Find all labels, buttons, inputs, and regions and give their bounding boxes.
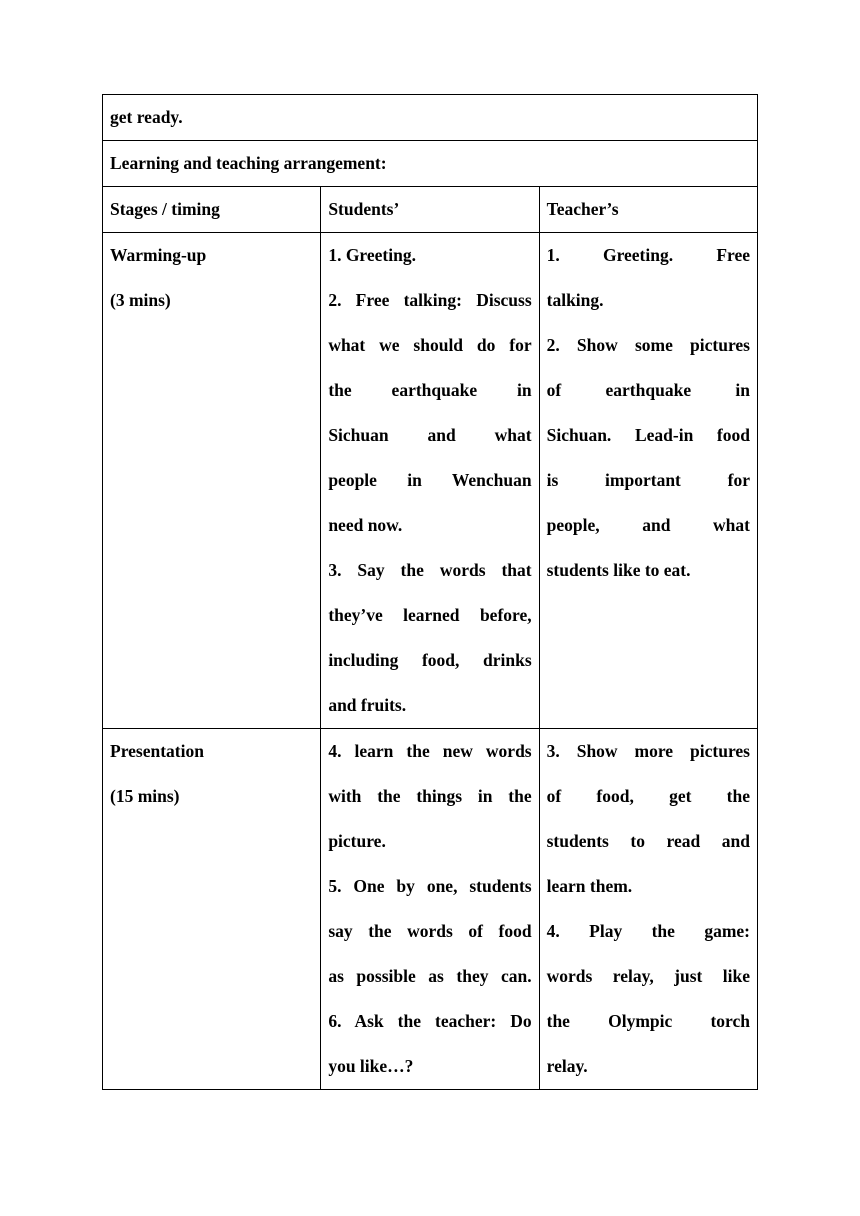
presentation-student-line: you like…? (328, 1056, 414, 1076)
presentation-stage: Presentation (110, 741, 204, 761)
warming-up-stage-cell (103, 233, 321, 729)
warming-up-teacher-line: of earthquake in (546, 380, 750, 400)
presentation-teacher-line: the Olympic torch (546, 1011, 750, 1031)
presentation-timing: (15 mins) (110, 786, 180, 806)
warming-up-student-line: 2. Free talking: Discuss (328, 290, 532, 310)
warming-up-teacher-line: is important for (546, 470, 750, 490)
warming-up-timing: (3 mins) (110, 290, 171, 310)
intro-row (103, 95, 758, 141)
warming-up-teacher-line: students like to eat. (546, 560, 691, 580)
presentation-teacher-line: words relay, just like (546, 966, 750, 986)
presentation-teacher-cell (539, 729, 757, 1090)
presentation-student-line: as possible as they can. (328, 966, 532, 986)
arrangement-heading-row (103, 141, 758, 187)
warming-up-stage: Warming-up (110, 245, 207, 265)
lesson-plan-table (102, 94, 758, 1090)
warming-up-teacher-line: 2. Show some pictures (546, 335, 750, 355)
presentation-student-line: 4. learn the new words (328, 741, 532, 761)
warming-up-student-line: they’ve learned before, (328, 605, 532, 625)
warming-up-student-line: what we should do for (328, 335, 532, 355)
column-header-row (103, 187, 758, 233)
presentation-teacher-line: relay. (546, 1056, 588, 1076)
presentation-teacher-line: of food, get the (546, 786, 750, 806)
header-teacher: Teacher’s (539, 187, 757, 233)
warming-up-student-line: and fruits. (328, 695, 407, 715)
presentation-student-line: say the words of food (328, 921, 532, 941)
presentation-stage-cell (103, 729, 321, 1090)
presentation-student-line: with the things in the (328, 786, 532, 806)
header-students: Students’ (321, 187, 539, 233)
warming-up-student-line: Sichuan and what (328, 425, 532, 445)
warming-up-student-line: 1. Greeting. (328, 245, 416, 265)
warming-up-student-line: need now. (328, 515, 403, 535)
warming-up-row (103, 233, 758, 729)
warming-up-teacher-line: Sichuan. Lead-in food (546, 425, 750, 445)
presentation-teacher-line: 3. Show more pictures (546, 741, 750, 761)
warming-up-student-line: people in Wenchuan (328, 470, 532, 490)
header-stage: Stages / timing (103, 187, 321, 233)
warming-up-teacher-cell (539, 233, 757, 729)
arrangement-heading: Learning and teaching arrangement: (103, 141, 758, 187)
intro-cell: get ready. (103, 95, 758, 141)
presentation-students-cell (321, 729, 539, 1090)
presentation-student-line: 5. One by one, students (328, 876, 532, 896)
warming-up-teacher-line: people, and what (546, 515, 750, 535)
presentation-teacher-line: students to read and (546, 831, 750, 851)
warming-up-student-line: including food, drinks (328, 650, 532, 670)
presentation-teacher-line: 4. Play the game: (546, 921, 750, 941)
warming-up-student-line: the earthquake in (328, 380, 532, 400)
warming-up-student-line: 3. Say the words that (328, 560, 532, 580)
warming-up-teacher-line: 1. Greeting. Free (546, 245, 750, 265)
presentation-student-line: 6. Ask the teacher: Do (328, 1011, 532, 1031)
presentation-student-line: picture. (328, 831, 386, 851)
warming-up-teacher-line: talking. (546, 290, 604, 310)
presentation-teacher-line: learn them. (546, 876, 633, 896)
presentation-row (103, 729, 758, 1090)
warming-up-students-cell (321, 233, 539, 729)
